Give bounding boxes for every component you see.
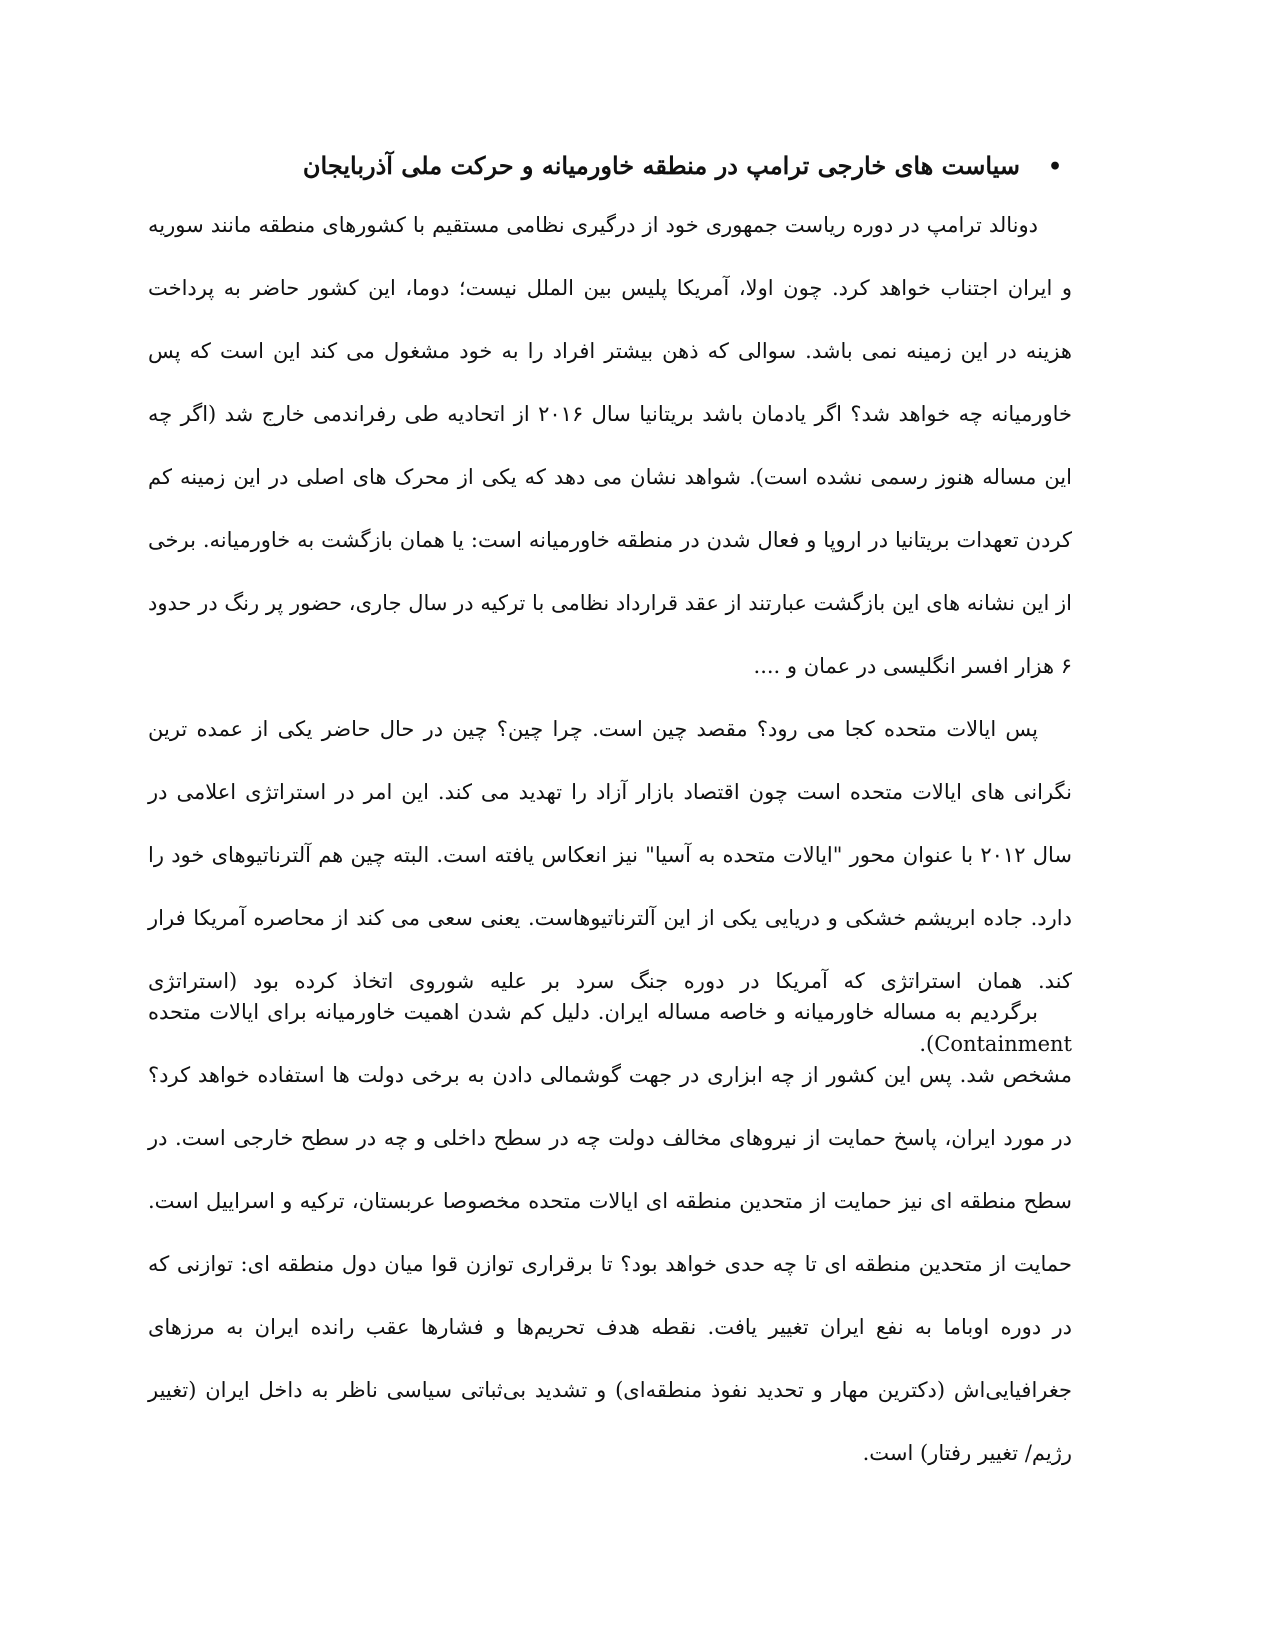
paragraph-2-text: پس ایالات متحده کجا می رود؟ مقصد چین است. چرا چین؟ چین در حال حاضر یکی از عمده ترین نگرانی های ایالات متحده است چون اقتصاد بازار آزاد را تهدید می کند. این امر در استراتژی اعلامی در سال ۲۰۱۲ با عنوان محور "ایالات متحده به آسیا" نیز انعکاس یافته است. البته چین هم آلترناتیوهای خود را دارد. جاده ابریشم خشکی و دریایی یکی از این آلترناتیوهاست. یعنی سعی می کند از محاصره آمریکا فرار کند. همان استراتژی که آمریکا در دوره جنگ سرد بر علیه شوروی اتخاذ کرده بود (استراتژی [148,717,1072,993]
body-text-block-2 [148,981,1072,1485]
latin-term: Containment [934,1032,1072,1056]
heading-text: سیاست های خارجی ترامپ در منطقه خاورمیانه و حرکت ملی آذربایجان [302,151,1020,180]
section-heading [150,148,1070,185]
body-text-block-1 [148,194,1072,1076]
paragraph-2-closing: ). [919,1032,935,1056]
paragraph-1: دونالد ترامپ در دوره ریاست جمهوری خود از درگیری نظامی مستقیم با کشورهای منطقه مانند سوریه و ایران اجتناب خواهد کرد. چون اولا، آمریکا پلیس بین الملل نیست؛ دوما، این کشور حاضر به پرداخت هزینه در این زمینه نمی باشد. سوالی که ذهن بیشتر افراد را به خود مشغول می کند این است که پس خاورمیانه چه خواهد شد؟ اگر یادمان باشد بریتانیا سال ۲۰۱۶ از اتحادیه طی رفراندمی خارج شد (اگر چه این مساله هنوز رسمی نشده است). شواهد نشان می دهد که یکی از محرک های اصلی در این زمینه کم کردن تعهدات بریتانیا در اروپا و فعال شدن در منطقه خاورمیانه است: یا همان بازگشت به خاورمیانه. برخی از این نشانه های این بازگشت عبارتند از عقد قرارداد نظامی با ترکیه در سال جاری، حضور پر رنگ در حدود ۶ هزار افسر انگلیسی در عمان و .... [148,213,1073,678]
paragraph-3: برگردیم به مساله خاورمیانه و خاصه مساله ایران. دلیل کم شدن اهمیت خاورمیانه برای ایالات متحده مشخص شد. پس این کشور از چه ابزاری در جهت گوشمالی دادن به برخی دولت ها استفاده خواهد کرد؟ در مورد ایران، پاسخ حمایت از نیروهای مخالف دولت چه در سطح داخلی و چه در سطح خارجی است. در سطح منطقه ای نیز حمایت از متحدین منطقه ای ایالات متحده مخصوصا عربستان، ترکیه و اسراییل است. حمایت از متحدین منطقه ای تا چه حدی خواهد بود؟ تا برقراری توازن قوا میان دول منطقه ای: توازنی که در دوره اوباما به نفع ایران تغییر یافت. نقطه هدف تحریم‌ها و فشارها عقب رانده ایران به مرزهای جغرافیایی‌اش (دکترین مهار و تحدید نفوذ منطقه‌ای) و تشدید بی‌ثباتی سیاسی ناظر به داخل ایران (تغییر رژیم/ تغییر رفتار) است. [148,1000,1072,1465]
bullet-icon: • [1047,154,1063,180]
